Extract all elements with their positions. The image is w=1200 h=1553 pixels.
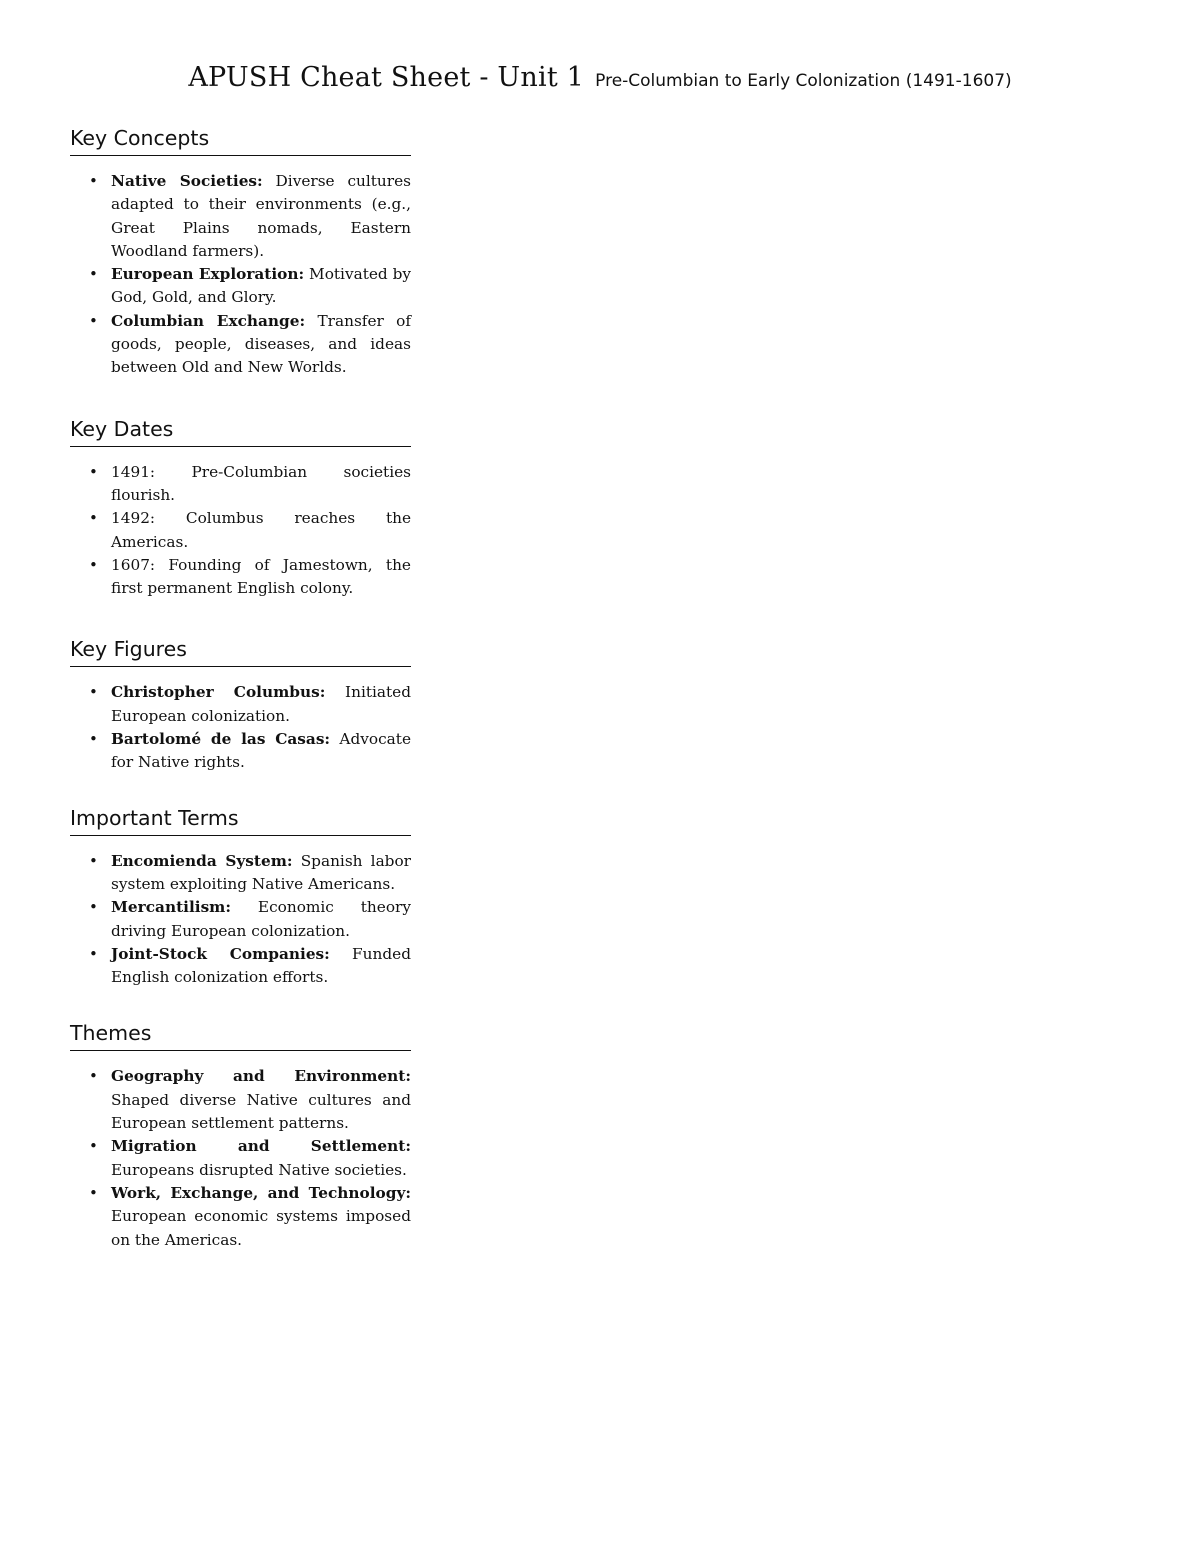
item-text: Europeans disrupted Native societies. — [111, 1160, 407, 1179]
item-text: Funded English colonization efforts. — [111, 944, 411, 987]
item-term: Bartolomé de las Casas: — [111, 730, 331, 749]
bullet-list — [70, 681, 411, 774]
bullet-list — [70, 170, 411, 380]
list-item — [70, 170, 411, 263]
item-text: Transfer of goods, people, diseases, and ideas between Old and New Worlds. — [111, 311, 411, 377]
list-item — [70, 554, 411, 601]
section-heading: Key Dates — [70, 415, 411, 447]
item-text: Spanish labor system exploiting Native Americans. — [111, 851, 411, 893]
item-text: Advocate for Native rights. — [111, 730, 411, 772]
item-text: Shaped diverse Native cultures and European settlement patterns. — [111, 1090, 411, 1133]
list-item — [70, 943, 411, 990]
item-term: Columbian Exchange: — [111, 311, 306, 330]
item-term: Work, Exchange, and Technology: — [111, 1183, 411, 1202]
section-themes — [70, 1019, 411, 1251]
item-term: European Exploration: — [111, 265, 305, 284]
page-title — [0, 62, 1200, 93]
title-subtitle: Pre-Columbian to Early Colonization (1491-1607) — [595, 71, 1012, 91]
title-main: APUSH Cheat Sheet - Unit 1 — [188, 62, 585, 93]
item-term: Native Societies: — [111, 172, 263, 190]
content-column — [70, 124, 411, 1252]
item-text: Initiated European colonization. — [111, 683, 411, 725]
bullet-list — [70, 461, 411, 601]
list-item — [70, 896, 411, 943]
list-item — [70, 461, 411, 508]
item-term: Joint-Stock Companies: — [111, 944, 330, 963]
section-important-terms — [70, 804, 411, 990]
item-text: European economic systems imposed on the Americas. — [111, 1207, 411, 1249]
list-item — [70, 681, 411, 728]
item-text: 1492: Columbus reaches the Americas. — [111, 509, 411, 551]
section-key-figures — [70, 635, 411, 774]
section-heading: Key Concepts — [70, 124, 411, 156]
section-heading: Themes — [70, 1019, 411, 1051]
list-item — [70, 1065, 411, 1135]
section-heading: Key Figures — [70, 635, 411, 667]
bullet-list — [70, 850, 411, 990]
item-text: Economic theory driving European colonization. — [111, 898, 411, 940]
item-text: Motivated by God, Gold, and Glory. — [111, 265, 412, 307]
item-text: 1607: Founding of Jamestown, the first permanent English colony. — [111, 555, 411, 598]
section-heading: Important Terms — [70, 804, 411, 836]
bullet-list — [70, 1065, 411, 1251]
item-term: Geography and Environment: — [111, 1067, 411, 1086]
item-text: Diverse cultures adapted to their environments (e.g., Great Plains nomads, Eastern Woodland farmers). — [111, 172, 411, 260]
list-item — [70, 507, 411, 554]
item-term: Encomienda System: — [111, 851, 293, 870]
item-term: Migration and Settlement: — [111, 1137, 411, 1156]
list-item — [70, 1135, 411, 1182]
item-text: 1491: Pre-Columbian societies flourish. — [111, 462, 411, 504]
item-term: Mercantilism: — [111, 898, 232, 917]
list-item — [70, 850, 411, 897]
list-item — [70, 310, 411, 380]
section-key-dates — [70, 415, 411, 601]
list-item — [70, 263, 411, 310]
list-item — [70, 1182, 411, 1252]
list-item — [70, 728, 411, 775]
section-key-concepts — [70, 124, 411, 380]
item-term: Christopher Columbus: — [111, 683, 326, 702]
